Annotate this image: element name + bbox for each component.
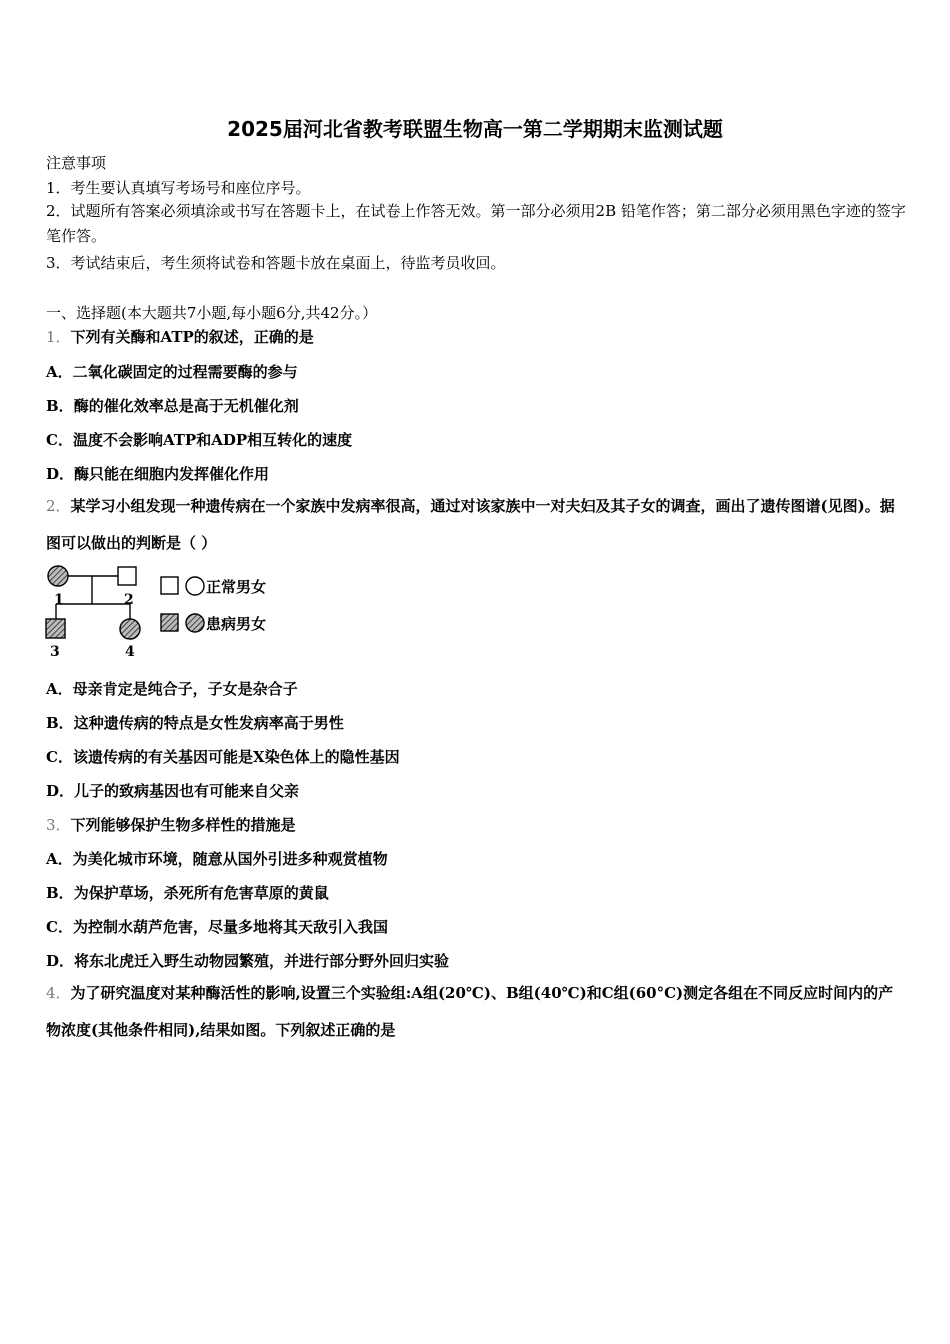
question-4 [46, 975, 906, 1049]
question-text: 某学习小组发现一种遗传病在一个家族中发病率很高，通过对该家族中一对夫妇及其子女的调查，画出了遗传图谱(见图)。据图可以做出的判断是（ ） [46, 497, 895, 552]
option-d [46, 950, 449, 971]
option-d [46, 463, 269, 484]
question-3 [46, 814, 296, 835]
affected-mother-symbol [48, 566, 68, 586]
option-a [46, 848, 388, 869]
option-letter: A． [46, 850, 73, 868]
pedigree-figure [40, 562, 300, 660]
option-letter: D． [46, 782, 75, 800]
option-letter: A． [46, 680, 73, 698]
notice-item: 3．考试结束后，考生须将试卷和答题卡放在桌面上，待监考员收回。 [46, 254, 506, 272]
question-number: 1． [46, 328, 71, 346]
option-text: 这种遗传病的特点是女性发病率高于男性 [73, 714, 344, 732]
question-number: 4． [46, 984, 71, 1002]
question-number: 3． [46, 816, 71, 834]
option-text: 为保护草场，杀死所有危害草原的黄鼠 [73, 884, 329, 902]
option-letter: D． [46, 952, 75, 970]
option-letter: B． [46, 714, 74, 732]
option-c [46, 429, 352, 450]
pedigree-label: 3 [50, 644, 60, 660]
option-c [46, 916, 388, 937]
option-b [46, 395, 299, 416]
option-letter: B． [46, 397, 74, 415]
option-text: 儿子的致病基因也有可能来自父亲 [74, 782, 300, 800]
notice-item: 2．试题所有答案必须填涂或书写在答题卡上，在试卷上作答无效。第一部分必须用2B 铅笔作答；第二部分必须用黑色字迹的签字笔作答。 [46, 202, 906, 245]
legend-normal-male-symbol [161, 577, 178, 594]
option-text: 二氧化碳固定的过程需要酶的参与 [72, 363, 298, 381]
affected-daughter-symbol [120, 619, 140, 639]
legend-affected-label: 患病男女 [206, 615, 267, 633]
legend-normal-label: 正常男女 [206, 578, 267, 596]
option-text: 酶的催化效率总是高于无机催化剂 [73, 397, 299, 415]
question-text: 下列能够保护生物多样性的措施是 [70, 816, 296, 834]
option-letter: D． [46, 465, 75, 483]
question-2 [46, 488, 906, 562]
option-letter: C． [46, 748, 73, 766]
option-d [46, 780, 299, 801]
affected-son-symbol [46, 619, 65, 638]
section-heading: 一、选择题(本大题共7小题,每小题6分,共42分。） [46, 304, 378, 322]
option-text: 为控制水葫芦危害，尽量多地将其天敌引入我国 [72, 918, 388, 936]
question-number: 2． [46, 497, 71, 515]
pedigree-label: 1 [54, 592, 64, 608]
notice-item: 1．考生要认真填写考场号和座位序号。 [46, 179, 311, 197]
option-letter: C． [46, 918, 73, 936]
question-text: 为了研究温度对某种酶活性的影响,设置三个实验组:A组(20℃)、B组(40℃)和C组(60°C)测定各组在不同反应时间内的产物浓度(其他条件相同),结果如图。下列叙述正确的是 [46, 984, 894, 1039]
option-b [46, 712, 344, 733]
notice-heading: 注意事项 [46, 154, 107, 172]
option-text: 将东北虎迁入野生动物园繁殖，并进行部分野外回归实验 [74, 952, 450, 970]
option-c [46, 746, 400, 767]
question-text: 下列有关酶和ATP的叙述，正确的是 [70, 328, 314, 346]
option-text: 为美化城市环境，随意从国外引进多种观赏植物 [72, 850, 388, 868]
option-text: 母亲肯定是纯合子，子女是杂合子 [72, 680, 298, 698]
option-b [46, 882, 329, 903]
question-1 [46, 326, 314, 347]
option-letter: A． [46, 363, 73, 381]
pedigree-label: 2 [124, 592, 134, 608]
option-text: 酶只能在细胞内发挥催化作用 [74, 465, 270, 483]
legend-affected-female-symbol [186, 614, 204, 632]
legend-affected-male-symbol [161, 614, 178, 631]
page-title: 2025届河北省教考联盟生物高一第二学期期末监测试题 [227, 117, 723, 141]
option-a [46, 361, 298, 382]
option-a [46, 678, 298, 699]
option-letter: C． [46, 431, 73, 449]
pedigree-label: 4 [125, 644, 135, 660]
normal-father-symbol [118, 567, 136, 585]
option-letter: B． [46, 884, 74, 902]
legend-normal-female-symbol [186, 577, 204, 595]
option-text: 温度不会影响ATP和ADP相互转化的速度 [72, 431, 353, 449]
option-text: 该遗传病的有关基因可能是X染色体上的隐性基因 [72, 748, 400, 766]
